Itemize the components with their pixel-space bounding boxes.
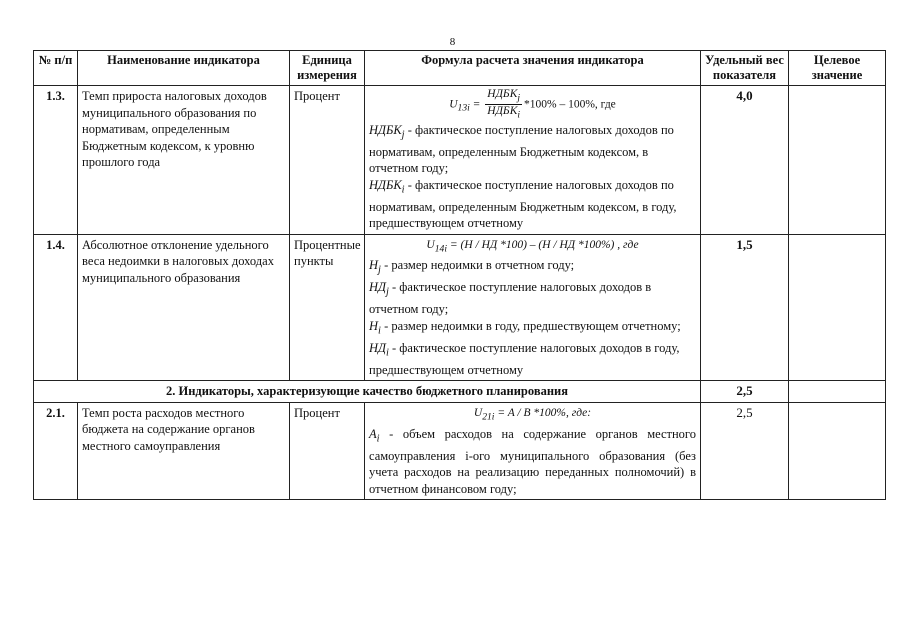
formula-expression: $U_{21i} = A / B$ *100%, где: bbox=[473, 406, 592, 423]
target-value bbox=[789, 381, 886, 403]
formula-definition: $НД_i$ - фактическое поступление налоговых доходов в году, предшествующем отчетному bbox=[369, 340, 680, 377]
header-target: Целевое значение bbox=[789, 51, 886, 86]
section-row bbox=[34, 381, 886, 403]
header-unit: Единица измерения bbox=[290, 51, 365, 86]
formula-definition: $НДБК_i$ - фактическое поступление налоговых доходов по нормативам, определенным Бюджетным кодексом, в году, предшествующем отчетному bbox=[369, 177, 677, 231]
formula-expression: $U_{14i} = (H$ / НД *100) – (H / НД *100%) , где bbox=[426, 238, 639, 254]
indicator-name: Абсолютное отклонение удельного веса недоимки в налоговых доходах муниципального образования bbox=[78, 234, 290, 381]
indicator-formula bbox=[365, 402, 701, 499]
indicator-name: Темп прироста налоговых доходов муниципального образования по нормативам, определенным Бюджетным кодексом, к уровню прошлого года bbox=[78, 86, 290, 235]
indicator-weight: 4,0 bbox=[701, 86, 789, 235]
table-row bbox=[34, 234, 886, 381]
formula-definition: $НДБК_j$ - фактическое поступление налоговых доходов по нормативам, определенным Бюджетным кодексом, в отчетном году; bbox=[369, 122, 674, 176]
indicators-table bbox=[33, 50, 886, 500]
header-formula: Формула расчета значения индикатора bbox=[365, 51, 701, 86]
formula-definition: $H_i$ - размер недоимки в году, предшествующем отчетному; bbox=[369, 318, 681, 337]
formula-definition: $НД_j$ - фактическое поступление налоговых доходов в отчетном году; bbox=[369, 280, 652, 317]
formula-definition: $A_i$ - объем расходов на содержание органов местного самоуправления i-ого муниципального образования (без учета расходов на реализацию переданных полномочий) в отчетном финансовом году; bbox=[369, 426, 696, 496]
indicator-name: Темп роста расходов местного бюджета на содержание органов местного самоуправления bbox=[78, 402, 290, 499]
indicator-weight: 1,5 bbox=[701, 234, 789, 381]
target-value bbox=[789, 234, 886, 381]
header-num: № п/п bbox=[34, 51, 78, 86]
indicator-weight: 2,5 bbox=[701, 402, 789, 499]
indicator-unit: Процент bbox=[290, 402, 365, 499]
row-num: 1.3. bbox=[34, 86, 78, 235]
formula-expression: $U_{13i}$ = $\frac{НДБК_j}{НДБК_i}$ *100% – 100%, где bbox=[449, 88, 616, 121]
indicator-formula bbox=[365, 86, 701, 235]
table-row bbox=[34, 402, 886, 499]
table-header-row bbox=[34, 51, 886, 86]
table-row bbox=[34, 86, 886, 235]
header-name: Наименование индикатора bbox=[78, 51, 290, 86]
indicator-unit: Процентные пункты bbox=[290, 234, 365, 381]
row-num: 2.1. bbox=[34, 402, 78, 499]
target-value bbox=[789, 86, 886, 235]
header-weight: Удельный вес показателя bbox=[701, 51, 789, 86]
formula-definition: $H_j$ - размер недоимки в отчетном году; bbox=[369, 258, 575, 276]
indicator-unit: Процент bbox=[290, 86, 365, 235]
page-number: 8 bbox=[449, 36, 456, 48]
target-value bbox=[789, 402, 886, 499]
formula-fraction: $\frac{НДБК_j}{НДБК_i}$ bbox=[487, 88, 521, 121]
section-weight: 2,5 bbox=[701, 381, 789, 403]
indicator-formula bbox=[365, 234, 701, 381]
row-num: 1.4. bbox=[34, 234, 78, 381]
section-title: 2. Индикаторы, характеризующие качество бюджетного планирования bbox=[34, 381, 701, 403]
